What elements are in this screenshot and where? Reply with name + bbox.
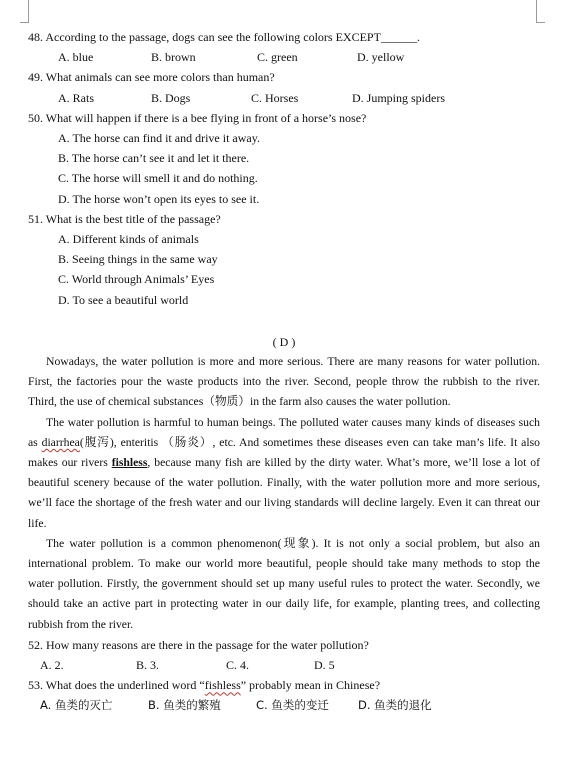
document-page: [28, 27, 540, 716]
question-49-stem: 49. What animals can see more colors than human?: [28, 70, 275, 85]
question-53-options: [28, 695, 540, 715]
question-53: [28, 675, 540, 695]
question-52-stem: 52. How many reasons are there in the passage for the water pollution?: [28, 637, 369, 652]
option-d: D. The horse won’t open its eyes to see it.: [58, 191, 260, 206]
section-title: ( D ): [272, 334, 296, 349]
paragraph-text: , because many fish are killed by the dirty water. What’s more, we’ll lose a lot of beautiful scenery because of the water pollution. Finally, with the water pollution more and more serious, we’ll face the shortage of the fresh water and our living standards will decline largely. Even it can threat our life.: [28, 456, 540, 530]
answer-blank: ______.: [380, 30, 420, 44]
option-a: A. Rats: [58, 90, 94, 105]
option-d: D. Jumping spiders: [352, 90, 445, 105]
option-b: B. Seeing things in the same way: [58, 252, 218, 267]
question-49-options: [28, 88, 540, 108]
option-b: B. brown: [151, 50, 196, 65]
paragraph-text: The water pollution is harmful to human beings. The polluted water causes many kinds of diseases such as: [28, 415, 540, 449]
page-corner-mark-left: [20, 0, 29, 23]
question-48: [28, 27, 540, 47]
question-48-options: [28, 47, 540, 67]
passage-paragraph-1: Nowadays, the water pollution is more and more serious. There are many reasons for water pollution. First, the factories pour the waste products into the river. Second, people throw the rubbish to the river. Third, the use of chemical substances（物质）in the farm also causes the water pollution.: [28, 355, 540, 409]
option-b: B. 3.: [136, 658, 160, 673]
underlined-word-fishless: fishless: [111, 456, 148, 470]
question-51-stem: 51. What is the best title of the passage?: [28, 211, 221, 226]
option-b: B. The horse can’t see it and let it there.: [58, 151, 250, 166]
paragraph-text: (腹泻), enteritis （肠炎）, etc. And sometimes these diseases even can take man’s life. It also makes our rivers: [28, 435, 540, 470]
option-d: D. yellow: [357, 50, 405, 65]
option-d: D. 5: [314, 658, 335, 673]
option-a: A. 鱼类的灭亡: [40, 698, 113, 713]
fishless-word: fishless: [204, 678, 241, 693]
option-a: A. The horse can find it and drive it away.: [58, 130, 260, 145]
question-50-stem: 50. What will happen if there is a bee flying in front of a horse’s nose?: [28, 110, 367, 125]
passage-paragraph-3: The water pollution is a common phenomenon(现象). It is not only a social problem, but also an international problem. To make our world more beautiful, people should take many methods to stop the water pollution. Firstly, the government should set up many useful rules to protect the water. Secondly, we should take an active part in protecting water in our daily life, for example, planting trees, and collecting rubbish from the river.: [28, 536, 540, 631]
option-b: B. 鱼类的繁殖: [148, 698, 221, 713]
option-c: C. green: [257, 50, 298, 65]
diarrhea-word: diarrhea: [41, 435, 80, 449]
option-c: C. Horses: [251, 90, 299, 105]
option-a: A. blue: [58, 50, 94, 65]
option-c: C. 鱼类的变迁: [256, 698, 329, 713]
question-52-options: [28, 655, 540, 675]
option-c: C. The horse will smell it and do nothing.: [58, 171, 258, 186]
option-d: D. To see a beautiful world: [58, 292, 189, 307]
option-d: D. 鱼类的退化: [358, 698, 432, 713]
option-b: B. Dogs: [151, 90, 191, 105]
passage-paragraph-2: [28, 413, 540, 534]
question-48-stem: 48. According to the passage, dogs can see the following colors EXCEPT: [28, 30, 381, 44]
option-a: A. 2.: [40, 658, 64, 673]
option-a: A. Different kinds of animals: [58, 232, 199, 246]
question-53-stem-end: ” probably mean in Chinese?: [240, 678, 381, 693]
question-53-stem: 53. What does the underlined word “: [28, 678, 205, 693]
page-corner-mark-right: [536, 0, 545, 23]
option-c: C. World through Animals’ Eyes: [58, 272, 215, 287]
option-c: C. 4.: [226, 658, 250, 673]
